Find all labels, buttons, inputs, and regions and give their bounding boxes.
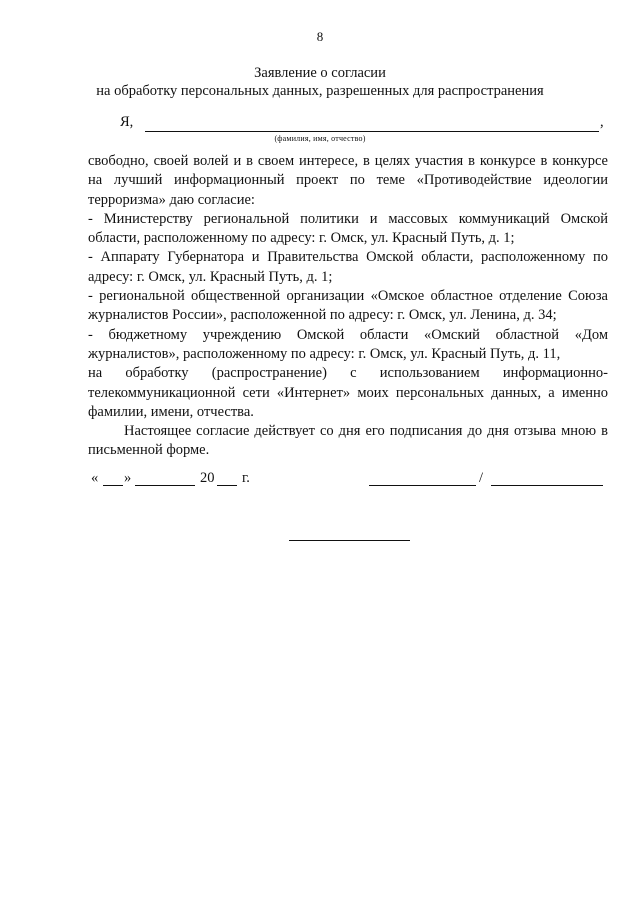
signature-slash: / (479, 470, 484, 486)
consent-body (88, 152, 608, 461)
month-blank (135, 470, 195, 486)
date-signature-line (91, 470, 611, 490)
document-title (0, 64, 640, 100)
date-close-quote: » (124, 470, 132, 486)
consent-paragraph: - Аппарату Губернатора и Правительства Омской области, расположенному по адресу: г. Омск, ул. Красный Путь, д. 1; (88, 249, 608, 285)
signature-blank (369, 470, 476, 486)
year-prefix: 20 (200, 470, 215, 486)
applicant-hint: (фамилия, имя, отчество) (274, 134, 366, 143)
footer-separator (289, 540, 410, 541)
consent-paragraph: - региональной общественной организации «Омское областное отделение Союза журналистов России», расположенной по адресу: г. Омск, ул. Ленина, д. 34; (88, 288, 608, 324)
title-line-1: Заявление о согласии (254, 65, 386, 81)
year-suffix: г. (242, 470, 250, 486)
consent-paragraph: - Министерству региональной политики и массовых коммуникаций Омской области, расположенному по адресу: г. Омск, ул. Красный Путь, д. 1; (88, 210, 608, 247)
consent-paragraph: свободно, своей волей и в своем интересе, в целях участия в конкурсе в конкурсе на лучший информационный проект по теме «Противодействие идеологии терроризма» даю согласие: (88, 153, 608, 208)
applicant-label: Я, (120, 114, 134, 130)
applicant-line (112, 114, 612, 134)
consent-paragraph: на обработку (распространение) с использованием информационно-телекоммуникационной сети «Интернет» моих персональных данных, а именно фамилии, имени, отчества. (88, 365, 608, 420)
title-line-2: на обработку персональных данных, разрешенных для распространения (96, 83, 544, 99)
consent-paragraph: - бюджетному учреждению Омской области «Омский областной «Дом журналистов», расположенному по адресу: г. Омск, ул. Красный Путь, д. 11, (88, 326, 608, 362)
closing-paragraph: Настоящее согласие действует со дня его подписания до дня отзыва мною в письменной форме. (88, 423, 608, 459)
page-number: 8 (316, 29, 324, 44)
year-blank (217, 470, 237, 486)
applicant-comma: , (600, 114, 604, 130)
applicant-name-blank (145, 131, 599, 132)
name-transcript-blank (491, 470, 603, 486)
date-open-quote: « (91, 470, 99, 486)
day-blank (103, 470, 123, 486)
